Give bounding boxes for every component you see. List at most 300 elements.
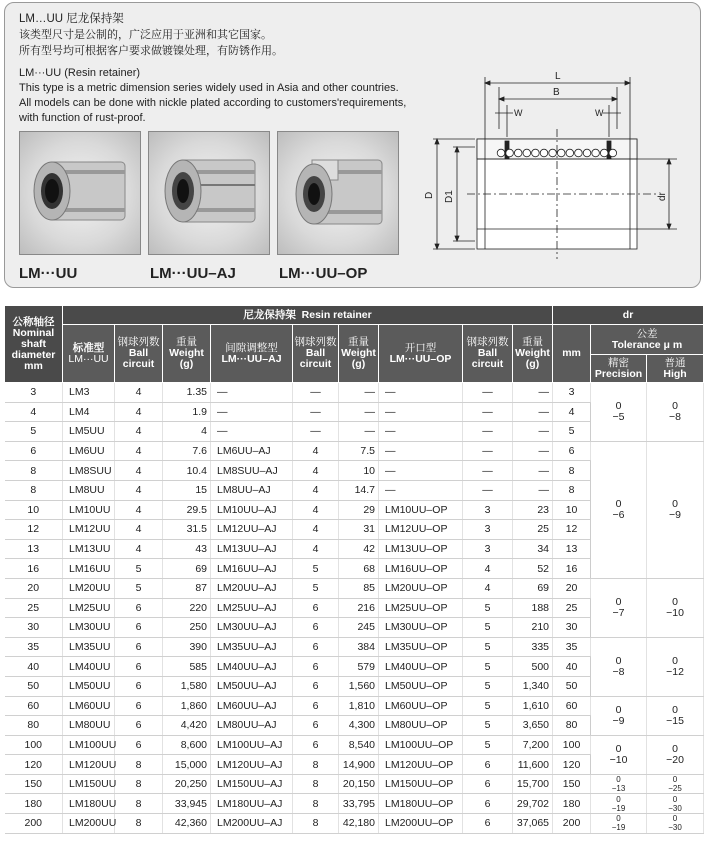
table-cell: LM100UU — [63, 735, 115, 755]
table-cell: LM25UU–OP — [379, 598, 463, 618]
table-cell: 10.4 — [163, 461, 211, 481]
table-cell: 3 — [5, 383, 63, 403]
table-cell: 220 — [163, 598, 211, 618]
table-row — [5, 814, 704, 834]
tolerance-upper: 0 — [672, 654, 678, 667]
table-cell: 7.6 — [163, 441, 211, 461]
table-cell: 5 — [463, 657, 513, 677]
header-ball-3: 钢球列数 Ball circuit — [463, 325, 513, 383]
table-cell: 15,000 — [163, 755, 211, 775]
tolerance-lower: −10 — [609, 753, 628, 766]
tolerance-lower: −15 — [666, 714, 684, 727]
table-cell: 13 — [5, 539, 63, 559]
table-cell: LM20UU–OP — [379, 578, 463, 598]
line2-en: All models can be done with nickle plated according to customers'requirements, — [19, 97, 407, 109]
table-cell: 29,702 — [513, 794, 553, 814]
table-cell: 6 — [463, 794, 513, 814]
line1-cn: 该类型尺寸是公制的，广泛应用于亚洲和其它国家。 — [19, 29, 272, 41]
table-cell: LM200UU — [63, 814, 115, 834]
table-cell: LM100UU–AJ — [211, 735, 293, 755]
table-cell: LM8SUU–AJ — [211, 461, 293, 481]
table-cell: 69 — [513, 578, 553, 598]
table-cell: LM180UU–OP — [379, 794, 463, 814]
table-row — [5, 637, 704, 657]
table-cell: 5 — [463, 716, 513, 736]
table-cell: 8 — [5, 480, 63, 500]
table-cell: LM120UU — [63, 755, 115, 775]
tolerance-lower: −19 — [611, 803, 626, 813]
table-cell: 6 — [293, 696, 339, 716]
table-row — [5, 441, 704, 461]
table-row — [5, 735, 704, 755]
table-cell: 29.5 — [163, 500, 211, 520]
table-cell: 85 — [339, 578, 379, 598]
table-cell: 60 — [553, 696, 591, 716]
table-cell: 1,340 — [513, 676, 553, 696]
tolerance-precision — [591, 735, 647, 774]
table-cell: 6 — [293, 618, 339, 638]
table-cell: 13 — [553, 539, 591, 559]
tolerance-lower: −10 — [666, 606, 684, 619]
table-cell: LM30UU–OP — [379, 618, 463, 638]
tolerance-lower: −7 — [612, 606, 625, 619]
table-cell: 20,250 — [163, 774, 211, 794]
table-cell: — — [379, 422, 463, 442]
table-cell: 6 — [115, 637, 163, 657]
line3-en: with function of rust-proof. — [19, 112, 146, 124]
table-cell: 6 — [293, 676, 339, 696]
table-cell: 4 — [293, 480, 339, 500]
table-cell: 37,065 — [513, 814, 553, 834]
table-cell: 12 — [5, 520, 63, 540]
caption-op: LM···UU–OP — [279, 265, 368, 282]
ball — [549, 149, 557, 157]
table-cell: 3 — [463, 539, 513, 559]
table-cell: 30 — [5, 618, 63, 638]
table-cell: 1,560 — [339, 676, 379, 696]
ball — [540, 149, 548, 157]
header-aj: 间隙调整型 LM···UU–AJ — [211, 325, 293, 383]
tolerance-upper: 0 — [616, 775, 621, 785]
table-cell: — — [211, 422, 293, 442]
table-cell: 30 — [553, 618, 591, 638]
table-cell: 3 — [553, 383, 591, 403]
table-cell: 8 — [553, 461, 591, 481]
table-cell: LM40UU — [63, 657, 115, 677]
table-cell: 40 — [5, 657, 63, 677]
table-cell: LM16UU — [63, 559, 115, 579]
tolerance-high — [647, 794, 704, 814]
table-cell: 10 — [553, 500, 591, 520]
table-cell: LM40UU–AJ — [211, 657, 293, 677]
table-cell: LM40UU–OP — [379, 657, 463, 677]
table-cell: LM150UU–OP — [379, 774, 463, 794]
table-cell: 1,860 — [163, 696, 211, 716]
table-cell: — — [293, 422, 339, 442]
table-cell: 100 — [553, 735, 591, 755]
table-cell: LM10UU–OP — [379, 500, 463, 520]
table-cell: 8 — [293, 774, 339, 794]
table-cell: 6 — [115, 716, 163, 736]
table-cell: LM12UU–AJ — [211, 520, 293, 540]
table-cell: LM5UU — [63, 422, 115, 442]
table-cell: LM25UU — [63, 598, 115, 618]
title-en: LM···UU (Resin retainer) — [19, 67, 141, 79]
table-cell: 6 — [463, 755, 513, 775]
table-row — [5, 794, 704, 814]
table-cell: 16 — [5, 559, 63, 579]
table-cell: 29 — [339, 500, 379, 520]
table-cell: LM200UU–AJ — [211, 814, 293, 834]
table-cell: 5 — [553, 422, 591, 442]
tolerance-precision — [591, 696, 647, 735]
table-cell: 384 — [339, 637, 379, 657]
tolerance-high — [647, 814, 704, 834]
header-op: 开口型 LM···UU–OP — [379, 325, 463, 383]
table-cell: LM3 — [63, 383, 115, 403]
table-cell: 42,180 — [339, 814, 379, 834]
table-cell: 7.5 — [339, 441, 379, 461]
table-cell: LM10UU–AJ — [211, 500, 293, 520]
table-cell: 8 — [5, 461, 63, 481]
header-high: 普通 High — [647, 355, 704, 383]
table-cell: 4 — [115, 461, 163, 481]
table-cell: 80 — [553, 716, 591, 736]
table-cell: 500 — [513, 657, 553, 677]
tolerance-lower: −5 — [612, 410, 625, 423]
table-cell: LM13UU–OP — [379, 539, 463, 559]
tolerance-upper: 0 — [672, 794, 678, 804]
table-cell: — — [339, 383, 379, 403]
tolerance-precision — [591, 637, 647, 696]
table-cell: 42,360 — [163, 814, 211, 834]
tolerance-lower: −9 — [669, 508, 682, 521]
table-cell: 5 — [463, 598, 513, 618]
tolerance-lower: −30 — [668, 823, 682, 833]
table-cell: LM12UU–OP — [379, 520, 463, 540]
ball — [523, 149, 531, 157]
table-cell: 12 — [553, 520, 591, 540]
tolerance-upper: 0 — [672, 814, 678, 824]
table-cell: LM60UU–AJ — [211, 696, 293, 716]
tolerance-upper: 0 — [615, 703, 622, 716]
table-cell: 5 — [463, 676, 513, 696]
table-cell: LM150UU — [63, 774, 115, 794]
table-cell: 4 — [115, 520, 163, 540]
table-cell: 3,650 — [513, 716, 553, 736]
table-cell: 6 — [293, 716, 339, 736]
caption-aj: LM···UU–AJ — [150, 265, 236, 282]
dim-D1: D1 — [444, 190, 455, 203]
table-cell: — — [513, 402, 553, 422]
table-cell: 14,900 — [339, 755, 379, 775]
table-cell: 8 — [293, 794, 339, 814]
table-cell: 31.5 — [163, 520, 211, 540]
table-cell: 1,610 — [513, 696, 553, 716]
table-cell: 10 — [5, 500, 63, 520]
table-cell: 6 — [115, 735, 163, 755]
tolerance-lower: −20 — [666, 753, 684, 766]
dim-W-left: W — [514, 108, 523, 118]
table-cell: 43 — [163, 539, 211, 559]
table-cell: — — [339, 402, 379, 422]
table-cell: LM10UU — [63, 500, 115, 520]
header-precision: 精密 Precision — [591, 355, 647, 383]
table-cell: 4 — [115, 402, 163, 422]
tolerance-upper: 0 — [672, 742, 678, 755]
tolerance-precision — [591, 774, 647, 794]
tolerance-lower: −9 — [612, 714, 625, 727]
table-cell: 4 — [115, 480, 163, 500]
table-cell: 5 — [463, 637, 513, 657]
table-cell: 6 — [463, 774, 513, 794]
table-cell: 68 — [339, 559, 379, 579]
tolerance-upper: 0 — [672, 595, 678, 608]
table-cell: 8 — [115, 755, 163, 775]
table-cell: 8 — [115, 814, 163, 834]
table-cell: — — [513, 480, 553, 500]
tolerance-upper: 0 — [615, 497, 622, 510]
table-cell: 6 — [5, 441, 63, 461]
table-cell: 23 — [513, 500, 553, 520]
table-row — [5, 696, 704, 716]
table-cell: 4 — [463, 559, 513, 579]
tolerance-high — [647, 578, 704, 637]
table-cell: 188 — [513, 598, 553, 618]
table-cell: 4 — [293, 520, 339, 540]
table-cell: 42 — [339, 539, 379, 559]
line1-en: This type is a metric dimension series widely used in Asia and other countries. — [19, 82, 399, 94]
table-cell: 4 — [463, 578, 513, 598]
table-cell: 250 — [163, 618, 211, 638]
product-photo-op — [277, 131, 399, 255]
table-cell: 6 — [293, 637, 339, 657]
tolerance-upper: 0 — [616, 814, 621, 824]
table-cell: 4 — [293, 500, 339, 520]
tolerance-upper: 0 — [615, 399, 622, 412]
table-cell: 5 — [115, 578, 163, 598]
tolerance-lower: −8 — [669, 410, 682, 423]
tolerance-precision — [591, 794, 647, 814]
table-cell: 6 — [115, 696, 163, 716]
table-cell: 390 — [163, 637, 211, 657]
tolerance-lower: −30 — [668, 803, 682, 813]
table-cell: 8 — [293, 755, 339, 775]
tolerance-high — [647, 637, 704, 696]
table-cell: 579 — [339, 657, 379, 677]
table-cell: — — [339, 422, 379, 442]
tolerance-high — [647, 735, 704, 774]
header-mm: mm — [553, 325, 591, 383]
ball — [583, 149, 591, 157]
table-row — [5, 774, 704, 794]
table-cell: — — [513, 383, 553, 403]
ball — [532, 149, 540, 157]
table-cell: — — [211, 402, 293, 422]
product-photo-standard — [19, 131, 141, 255]
table-body — [5, 383, 704, 834]
table-cell: 5 — [5, 422, 63, 442]
table-cell: 4 — [293, 441, 339, 461]
table-cell: 585 — [163, 657, 211, 677]
table-cell: 4 — [553, 402, 591, 422]
table-cell: 69 — [163, 559, 211, 579]
table-cell: LM50UU–OP — [379, 676, 463, 696]
table-cell: LM80UU–OP — [379, 716, 463, 736]
table-cell: LM20UU — [63, 578, 115, 598]
table-cell: — — [293, 402, 339, 422]
tolerance-high — [647, 383, 704, 442]
table-cell: LM8SUU — [63, 461, 115, 481]
table-cell: LM120UU–OP — [379, 755, 463, 775]
bearing-drawing — [417, 69, 692, 265]
table-cell: 1,580 — [163, 676, 211, 696]
table-cell: 60 — [5, 696, 63, 716]
table-cell: 120 — [5, 755, 63, 775]
table-cell: LM16UU–OP — [379, 559, 463, 579]
table-cell: 14.7 — [339, 480, 379, 500]
table-cell: 50 — [5, 676, 63, 696]
table-cell: 5 — [293, 559, 339, 579]
table-cell: 4,420 — [163, 716, 211, 736]
table-cell: LM13UU–AJ — [211, 539, 293, 559]
table-cell: — — [463, 441, 513, 461]
tolerance-upper: 0 — [672, 497, 678, 510]
table-cell: 20,150 — [339, 774, 379, 794]
tolerance-upper: 0 — [615, 742, 622, 755]
tolerance-precision — [591, 383, 647, 442]
table-cell: — — [379, 441, 463, 461]
table-cell: 33,945 — [163, 794, 211, 814]
intro-panel — [4, 2, 701, 288]
table-cell: LM30UU–AJ — [211, 618, 293, 638]
table-cell: 150 — [553, 774, 591, 794]
table-cell: — — [463, 383, 513, 403]
table-cell: LM150UU–AJ — [211, 774, 293, 794]
tolerance-precision — [591, 814, 647, 834]
table-cell: 8,540 — [339, 735, 379, 755]
table-cell: — — [513, 422, 553, 442]
header-weight-3: 重量 Weight (g) — [513, 325, 553, 383]
table-cell: 4 — [293, 461, 339, 481]
dim-W-right: W — [595, 108, 604, 118]
ball — [609, 149, 617, 157]
table-cell: LM80UU–AJ — [211, 716, 293, 736]
table-cell: 35 — [5, 637, 63, 657]
dim-D: D — [424, 191, 435, 199]
table-cell: LM35UU–OP — [379, 637, 463, 657]
table-cell: 5 — [293, 578, 339, 598]
ball — [575, 149, 583, 157]
header-ball-1: 钢球列数 Ball circuit — [115, 325, 163, 383]
tolerance-precision — [591, 441, 647, 578]
table-cell: 35 — [553, 637, 591, 657]
table-cell: 52 — [513, 559, 553, 579]
table-cell: 100 — [5, 735, 63, 755]
table-cell: 8 — [553, 480, 591, 500]
tolerance-lower: −6 — [612, 508, 625, 521]
table-cell: 3 — [463, 500, 513, 520]
table-cell: — — [379, 480, 463, 500]
table-cell: 1.35 — [163, 383, 211, 403]
dim-dr: dr — [657, 192, 668, 201]
tolerance-lower: −19 — [611, 823, 626, 833]
table-cell: 180 — [553, 794, 591, 814]
tolerance-lower: −8 — [612, 665, 625, 678]
table-cell: 50 — [553, 676, 591, 696]
table-cell: 5 — [463, 735, 513, 755]
table-cell: LM8UU — [63, 480, 115, 500]
table-cell: LM200UU–OP — [379, 814, 463, 834]
table-cell: LM120UU–AJ — [211, 755, 293, 775]
table-cell: 80 — [5, 716, 63, 736]
table-cell: LM60UU–OP — [379, 696, 463, 716]
header-shaft: 公称轴径 Nominal shaft diameter mm — [5, 306, 63, 383]
tolerance-upper: 0 — [672, 775, 678, 785]
table-cell: LM180UU — [63, 794, 115, 814]
table-cell: 3 — [463, 520, 513, 540]
tolerance-lower: −25 — [668, 784, 682, 794]
table-cell: 216 — [339, 598, 379, 618]
table-cell: 20 — [5, 578, 63, 598]
table-cell: 4,300 — [339, 716, 379, 736]
table-cell: LM60UU — [63, 696, 115, 716]
table-cell: 4 — [115, 500, 163, 520]
table-cell: 7,200 — [513, 735, 553, 755]
table-cell: 1,810 — [339, 696, 379, 716]
table-cell: 4 — [293, 539, 339, 559]
table-cell: 6 — [293, 735, 339, 755]
table-cell: — — [463, 402, 513, 422]
table-cell: 4 — [163, 422, 211, 442]
header-weight-2: 重量 Weight (g) — [339, 325, 379, 383]
table-cell: 16 — [553, 559, 591, 579]
tolerance-high — [647, 441, 704, 578]
caption-standard: LM···UU — [19, 265, 78, 282]
header-standard: 标准型 LM···UU — [63, 325, 115, 383]
table-cell: LM6UU — [63, 441, 115, 461]
tolerance-upper: 0 — [672, 399, 678, 412]
table-cell: LM25UU–AJ — [211, 598, 293, 618]
dim-L: L — [555, 71, 561, 82]
table-cell: LM6UU–AJ — [211, 441, 293, 461]
table-cell: 20 — [553, 578, 591, 598]
table-cell: 4 — [115, 539, 163, 559]
table-cell: 1.9 — [163, 402, 211, 422]
table-cell: 25 — [553, 598, 591, 618]
ball — [600, 149, 608, 157]
table-cell: 6 — [115, 618, 163, 638]
table-cell: LM12UU — [63, 520, 115, 540]
table-cell: 4 — [115, 422, 163, 442]
table-cell: — — [379, 383, 463, 403]
tolerance-upper: 0 — [615, 654, 622, 667]
table-cell: 15,700 — [513, 774, 553, 794]
table-cell: LM80UU — [63, 716, 115, 736]
table-cell: 8 — [293, 814, 339, 834]
header-weight-1: 重量 Weight (g) — [163, 325, 211, 383]
table-cell: LM35UU–AJ — [211, 637, 293, 657]
header-ball-2: 钢球列数 Ball circuit — [293, 325, 339, 383]
table-cell: 15 — [163, 480, 211, 500]
table-cell: 8 — [115, 794, 163, 814]
table-cell: 210 — [513, 618, 553, 638]
table-cell: 33,795 — [339, 794, 379, 814]
table-cell: LM4 — [63, 402, 115, 422]
table-cell: — — [463, 461, 513, 481]
table-cell: LM100UU–OP — [379, 735, 463, 755]
tolerance-lower: −12 — [666, 665, 684, 678]
